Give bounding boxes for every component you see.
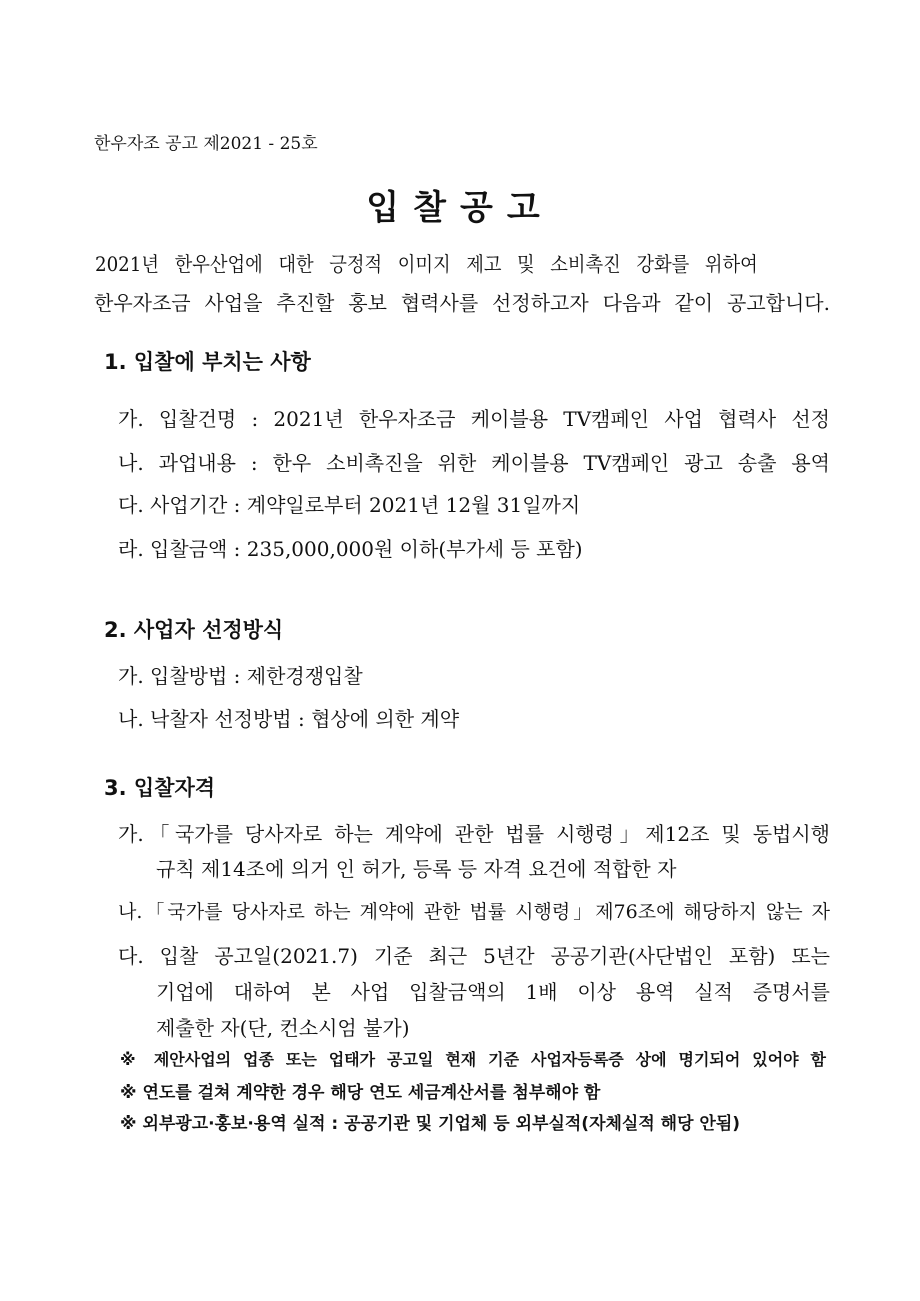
section-3-item-da: 다. 입찰 공고일(2021.7) 기준 최근 5년간 공공기관(사단법인 포함) 또는	[118, 944, 830, 968]
section-2-heading: 2. 사업자 선정방식	[104, 618, 284, 642]
note-3: ※ 외부광고·홍보·용역 실적 : 공공기관 및 기업체 등 외부실적(자체실적 해당 안됨)	[120, 1114, 741, 1134]
section-1-item-da: 다. 사업기간 : 계약일로부터 2021년 12월 31일까지	[118, 493, 581, 517]
section-1-item-na: 나. 과업내용 : 한우 소비촉진을 위한 케이블용 TV캠페인 광고 송출 용역	[118, 451, 830, 475]
section-1-heading: 1. 입찰에 부치는 사항	[104, 350, 311, 374]
notice-number: 한우자조 공고 제2021 - 25호	[94, 134, 318, 154]
page-title: 입찰공고	[366, 188, 554, 228]
section-3-item-da-continued-1: 기업에 대하여 본 사업 입찰금액의 1배 이상 용역 실적 증명서를	[156, 980, 830, 1004]
section-2-item-na: 나. 낙찰자 선정방법 : 협상에 의한 계약	[118, 707, 460, 731]
section-1-item-ra: 라. 입찰금액 : 235,000,000원 이하(부가세 등 포함)	[118, 537, 583, 561]
section-1-item-ga: 가. 입찰건명 : 2021년 한우자조금 케이블용 TV캠페인 사업 협력사 선정	[118, 407, 830, 431]
section-3-item-na: 나.「국가를 당사자로 하는 계약에 관한 법률 시행령」제76조에 해당하지 않는 자	[118, 901, 830, 923]
section-3-heading: 3. 입찰자격	[104, 776, 216, 800]
section-3-item-da-continued-2: 제출한 자(단, 컨소시엄 불가)	[156, 1016, 410, 1040]
intro-line-1-text: 2021년 한우산업에 대한 긍정적 이미지 제고 및 소비촉진 강화를 위하여	[94, 252, 758, 276]
note-1: ※ 제안사업의 업종 또는 업태가 공고일 현재 기준 사업자등록증 상에 명기되어 있어야 함	[120, 1050, 826, 1069]
section-3-item-ga: 가.「국가를 당사자로 하는 계약에 관한 법률 시행령」제12조 및 동법시행	[118, 822, 830, 846]
intro-paragraph-line-2: 한우자조금 사업을 추진할 홍보 협력사를 선정하고자 다음과 같이 공고합니다.	[94, 291, 830, 315]
note-2: ※ 연도를 걸쳐 계약한 경우 해당 연도 세금계산서를 첨부해야 함	[120, 1083, 601, 1103]
section-2-item-ga: 가. 입찰방법 : 제한경쟁입찰	[118, 664, 363, 688]
section-3-item-ga-continued: 규칙 제14조에 의거 인 허가, 등록 등 자격 요건에 적합한 자	[156, 857, 677, 881]
